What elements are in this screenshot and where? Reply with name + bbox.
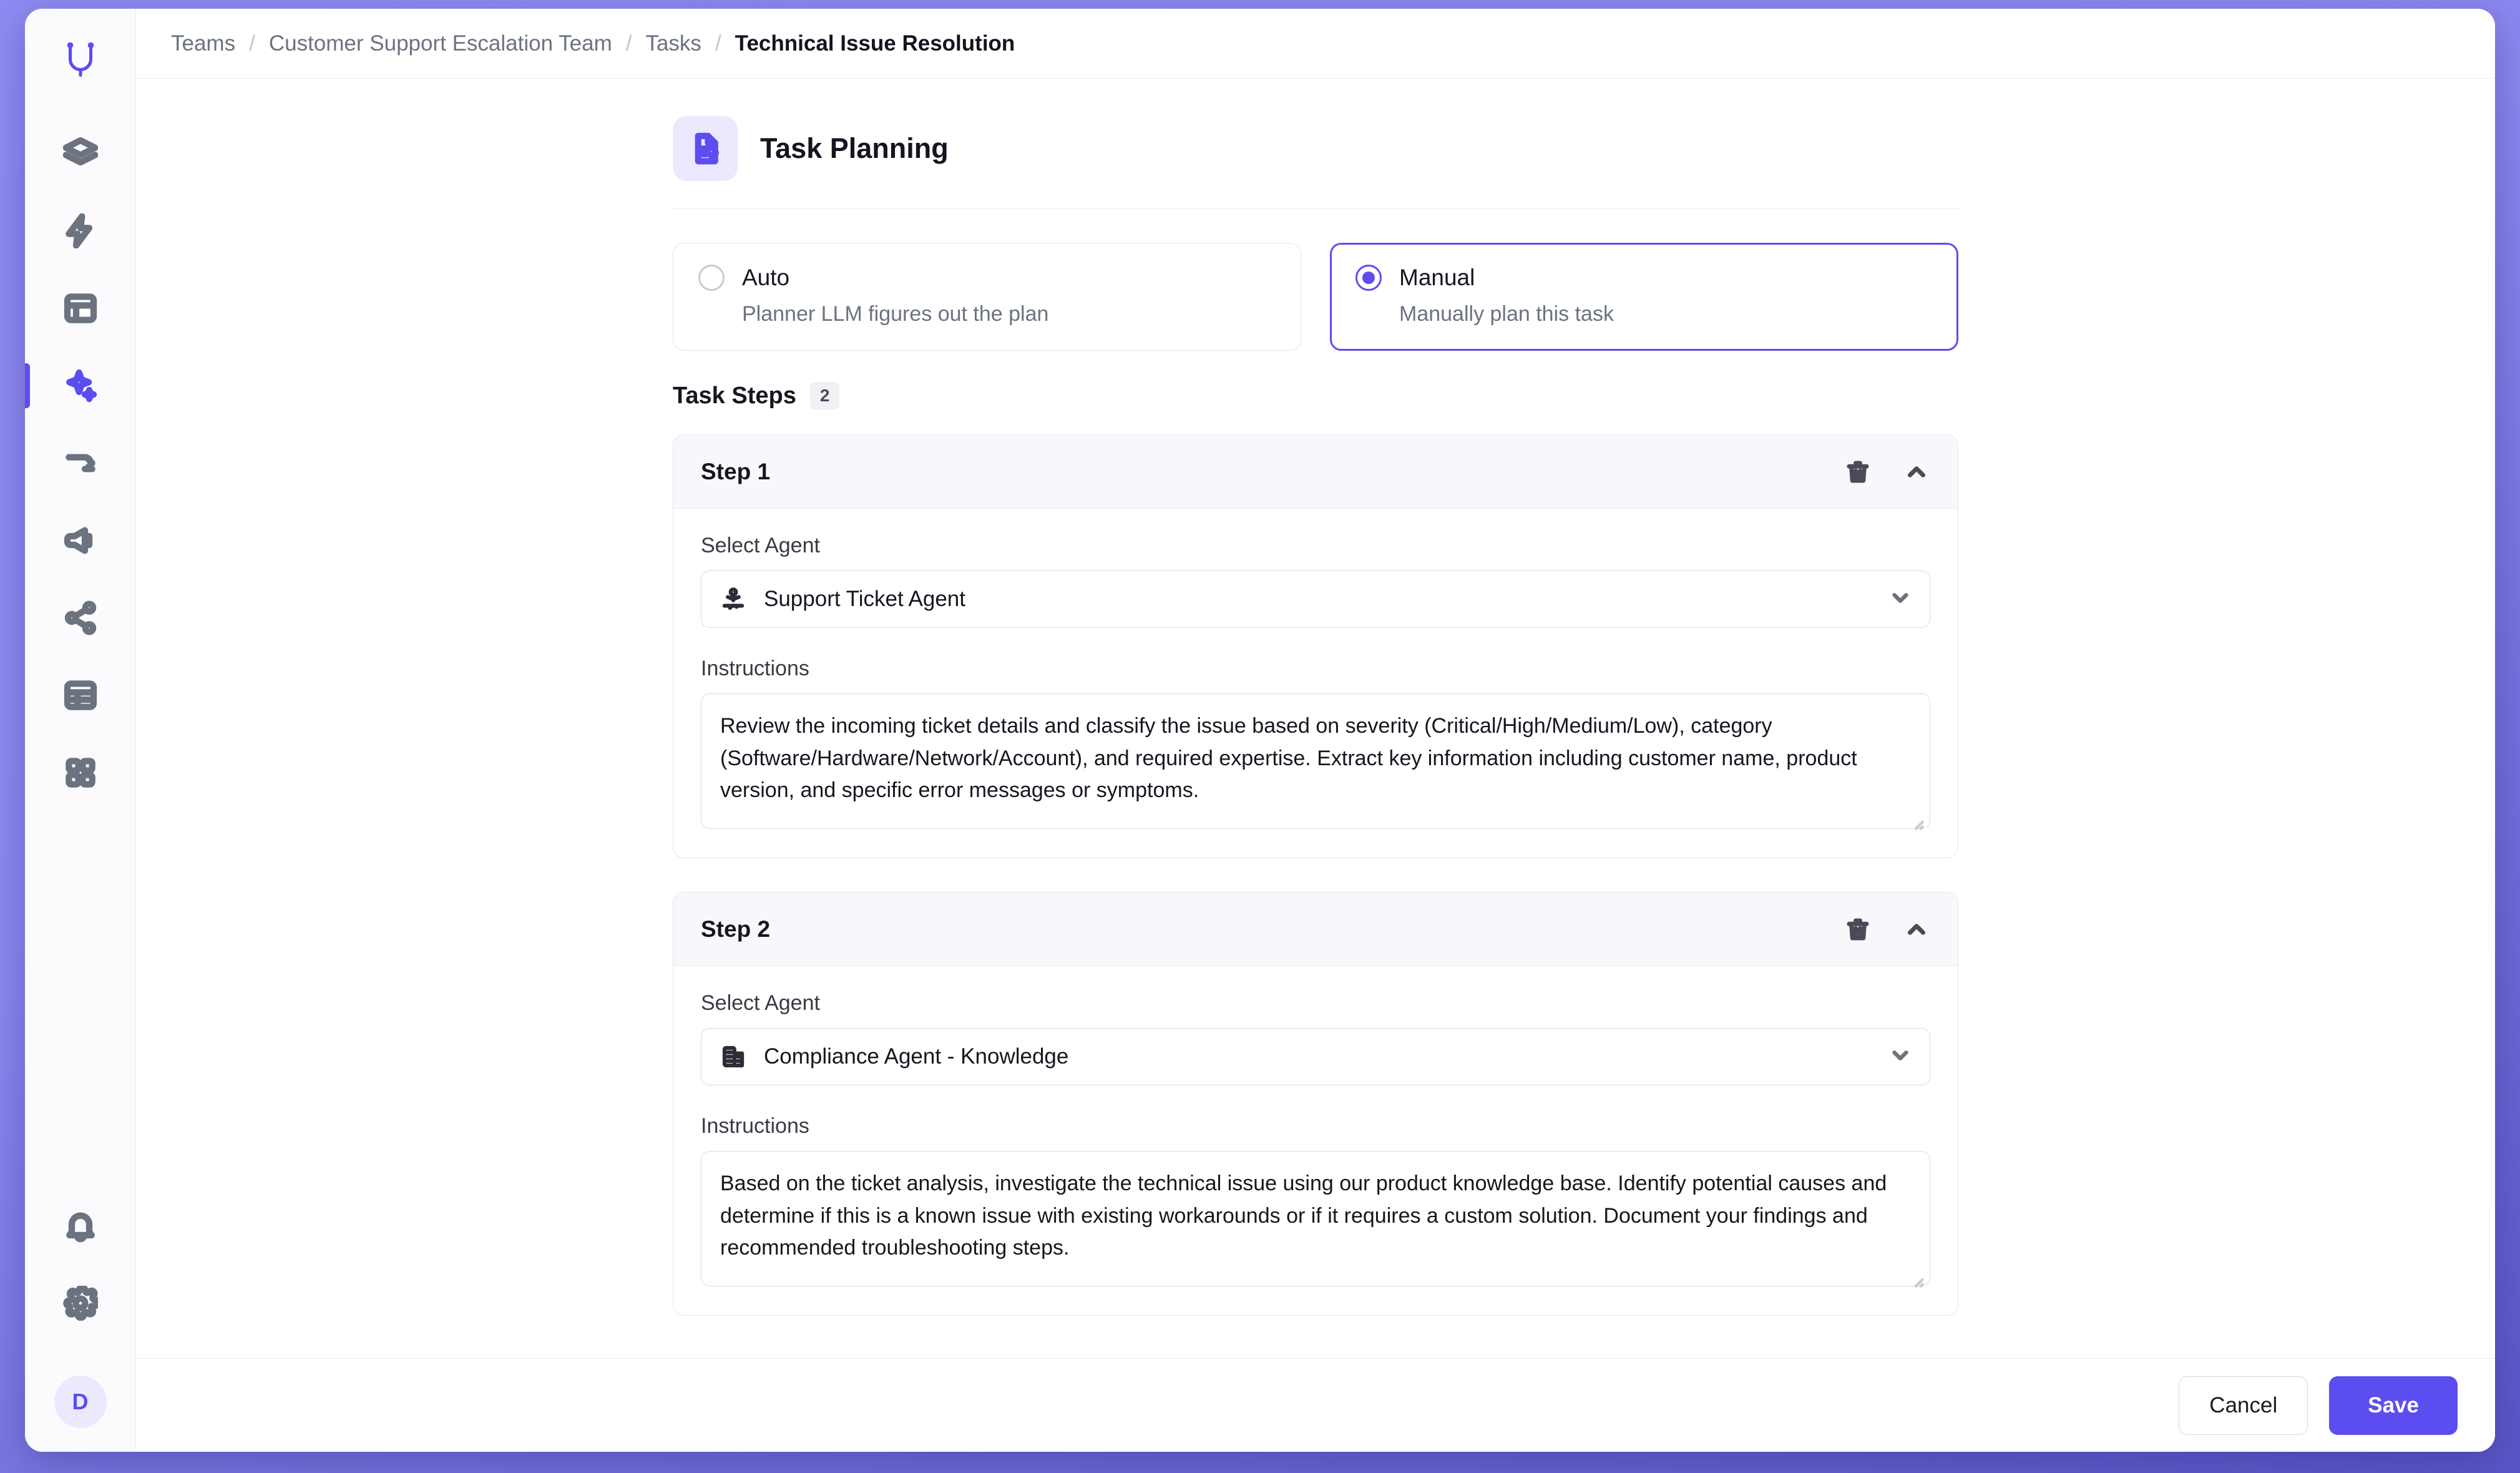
instructions-text: Based on the ticket analysis, investigate the technical issue using our product knowledge base. Identify potential causes and determine if this is a known issue with existing workarounds or if it requires a custom solution. Document your findings and recommended troubleshooting steps. [720,1172,1887,1260]
step-actions [1842,456,1933,488]
step-card [673,892,1958,1316]
avatar[interactable]: D [54,1376,107,1428]
sidebar-bottom [25,1187,135,1452]
resize-grip-icon[interactable] [1908,808,1925,825]
breadcrumb-item-team[interactable]: Customer Support Escalation Team [268,31,612,56]
plan-mode-manual[interactable] [1330,243,1958,351]
plan-mode-manual-description: Manually plan this task [1399,302,1614,326]
select-agent-dropdown[interactable] [701,570,1930,628]
radio-manual[interactable] [1355,265,1382,291]
plan-mode-auto[interactable] [673,243,1301,351]
task-steps-title: Task Steps [673,382,796,409]
main-area [136,9,2495,1452]
selected-agent-name: Compliance Agent - Knowledge [764,1044,1069,1069]
chevron-down-icon [1888,1044,1912,1070]
select-agent-label: Select Agent [701,534,820,557]
cancel-button[interactable]: Cancel [2179,1376,2308,1435]
delete-step-icon[interactable] [1842,456,1874,488]
step-body [673,509,1958,858]
chevron-down-icon [1888,586,1912,613]
breadcrumb [136,9,2495,79]
collapse-step-chevron-up-icon[interactable] [1900,456,1933,488]
task-steps-header [673,382,1958,409]
app-logo[interactable] [55,34,106,85]
instructions-label: Instructions [701,1114,809,1138]
breadcrumb-separator: / [249,31,255,56]
breadcrumb-separator: / [625,31,632,56]
delete-step-icon[interactable] [1842,913,1874,946]
step-header[interactable] [673,893,1958,966]
page-title: Task Planning [760,132,949,164]
select-agent-dropdown[interactable] [701,1028,1930,1085]
select-agent-label: Select Agent [701,991,820,1015]
settings-gear-icon[interactable] [25,1265,135,1342]
plan-mode-auto-description: Planner LLM figures out the plan [742,302,1049,326]
plan-mode-manual-label: Manual [1399,265,1475,290]
sidebar-item-share-nodes[interactable] [25,579,135,657]
app-window [25,9,2495,1452]
breadcrumb-item-current: Technical Issue Resolution [735,31,1015,56]
step-title: Step 2 [701,916,771,942]
sidebar-item-sparkles[interactable] [25,347,135,424]
sidebar-item-table[interactable] [25,657,135,734]
sidebar-item-megaphone[interactable] [25,502,135,579]
step-header[interactable] [673,435,1958,509]
step-card [673,434,1958,858]
panel-header [673,116,1958,209]
sidebar-item-grid-apps[interactable] [25,734,135,811]
step-actions [1842,913,1933,946]
sidebar-nav [25,115,135,811]
plan-mode-selector [673,243,1958,351]
compliance-agent-icon [719,1042,748,1071]
collapse-step-chevron-up-icon[interactable] [1900,913,1933,946]
notifications-bell-icon[interactable] [25,1187,135,1265]
instructions-label: Instructions [701,657,809,680]
instructions-textarea[interactable] [701,1151,1930,1286]
task-steps-count-badge: 2 [810,382,840,409]
selected-agent-name: Support Ticket Agent [764,587,965,611]
resize-grip-icon[interactable] [1908,1266,1925,1282]
sidebar-item-arrow-right[interactable] [25,424,135,502]
ticket-agent-icon [719,585,748,614]
breadcrumb-separator: / [715,31,721,56]
step-body [673,966,1958,1315]
instructions-textarea[interactable] [701,693,1930,829]
breadcrumb-item-teams[interactable]: Teams [171,31,236,56]
sidebar-item-layers[interactable] [25,115,135,192]
sidebar-item-lightning[interactable] [25,192,135,270]
plan-mode-auto-label: Auto [742,265,790,290]
sidebar-item-layout[interactable] [25,270,135,347]
sidebar [25,9,136,1452]
radio-auto[interactable] [698,265,725,291]
task-plan-icon [673,116,738,181]
task-planning-panel [673,79,1958,1452]
step-title: Step 1 [701,458,771,484]
breadcrumb-item-tasks[interactable]: Tasks [645,31,701,56]
save-button[interactable]: Save [2329,1376,2458,1435]
footer-actions [136,1358,2495,1452]
instructions-text: Review the incoming ticket details and classify the issue based on severity (Critical/High/Medium/Low), category (Software/Hardware/Network/Account), and required expertise. Extract key information including customer name, product version, and specific error messages or symptoms. [720,714,1857,803]
content-scroll-area[interactable] [136,79,2495,1452]
